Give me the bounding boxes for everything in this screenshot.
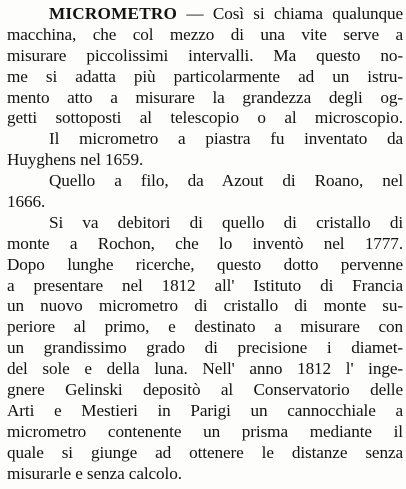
article-line: del sole e della luna. Nell' anno 1812 l' inge- bbox=[7, 359, 403, 379]
article-body bbox=[7, 4, 403, 484]
article-line: misurare piccolissimi intervalli. Ma questo no- bbox=[7, 45, 403, 65]
article-line: mento atto a misurare la grandezza degli og- bbox=[7, 87, 403, 107]
line-text: — Così si chiama qualunque bbox=[177, 4, 403, 23]
article-line: 1666. bbox=[7, 192, 46, 212]
article-line: monte a Rochon, che lo inventò nel 1777. bbox=[7, 233, 403, 253]
article-line: a presentare nel 1812 all' Istituto di Francia bbox=[7, 275, 403, 295]
article-line: me si adatta più particolarmente ad un istru- bbox=[7, 66, 403, 86]
article-line bbox=[7, 4, 403, 25]
article-headword: MICROMETRO bbox=[49, 4, 178, 23]
article-line: Il micrometro a piastra fu inventato da bbox=[49, 129, 403, 149]
article-line: getti sottoposti al telescopio o al microscopio. bbox=[7, 108, 403, 128]
article-line: un nuovo micrometro di cristallo di monte su- bbox=[7, 296, 403, 316]
article-line: periore al primo, e destinato a misurare con bbox=[7, 317, 403, 337]
article-line: Si va debitori di quello di cristallo di bbox=[49, 212, 403, 232]
article-line: quale si giunge ad ottenere le distanze senza bbox=[7, 442, 403, 462]
article-line: macchina, che col mezzo di una vite serve a bbox=[7, 24, 403, 44]
article-line: un grandissimo grado di precisione i diamet- bbox=[7, 338, 403, 358]
article-line: micrometro contenente un prisma mediante il bbox=[7, 421, 403, 441]
article-line: misurarle e senza calcolo. bbox=[7, 463, 182, 483]
article-line: Dopo lunghe ricerche, questo dotto pervenne bbox=[7, 254, 403, 274]
article-line: gnere Gelinski depositò al Conservatorio delle bbox=[7, 380, 403, 400]
article-line: Huyghens nel 1659. bbox=[7, 150, 144, 170]
article-line: Arti e Mestieri in Parigi un cannocchiale a bbox=[7, 400, 403, 420]
article-line: Quello a filo, da Azout di Roano, nel bbox=[49, 171, 403, 191]
